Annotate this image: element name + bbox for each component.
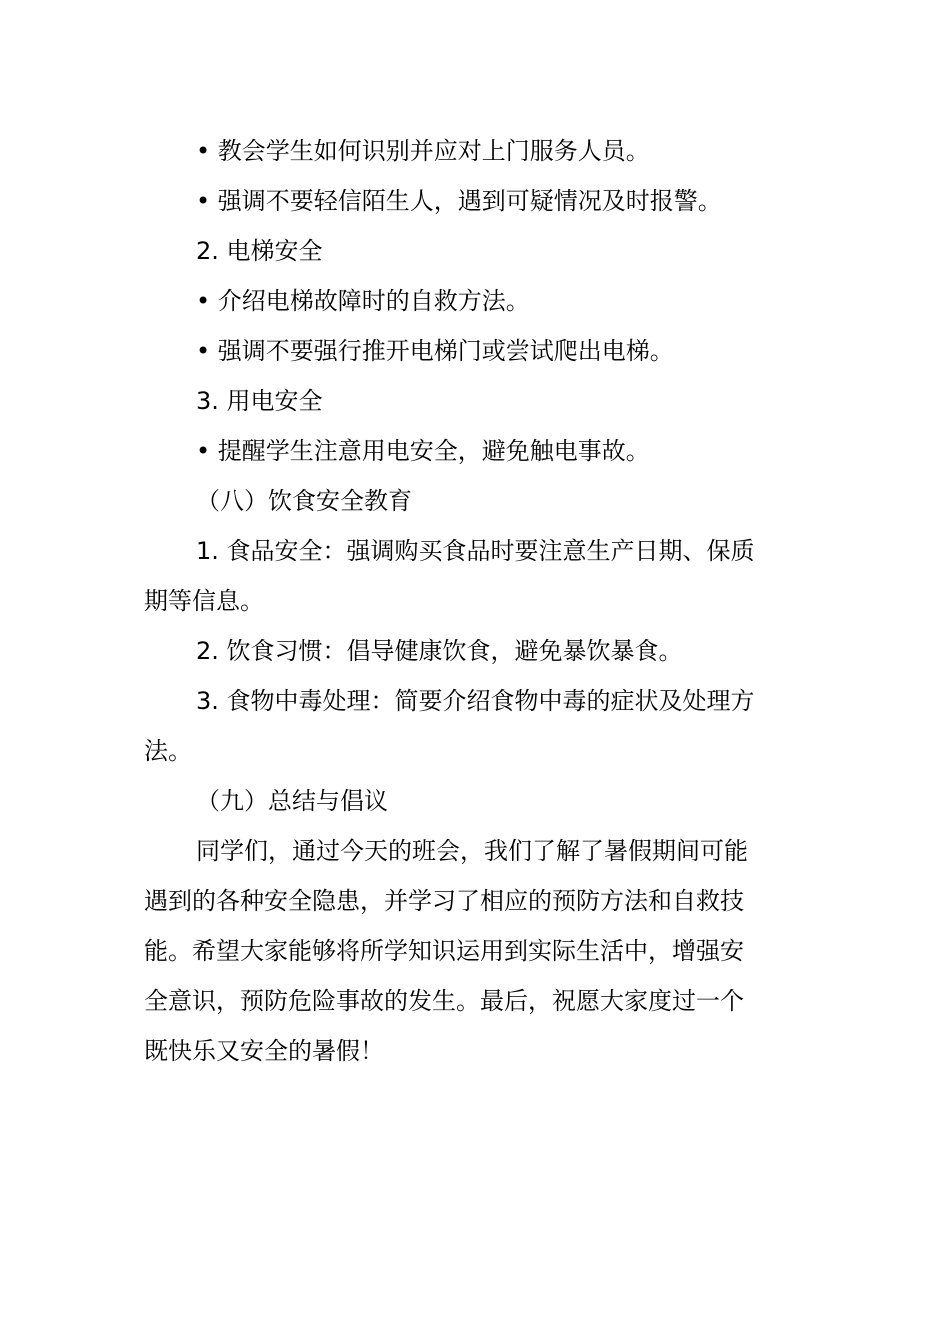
bullet-stranger-warning: • 强调不要轻信陌生人，遇到可疑情况及时报警。 — [196, 187, 722, 215]
food-item-3-line-2: 法。 — [144, 737, 192, 765]
summary-line-2: 遇到的各种安全隐患，并学习了相应的预防方法和自救技 — [144, 887, 744, 915]
bullet-elevator-door-warning: • 强调不要强行推开电梯门或尝试爬出电梯。 — [196, 337, 674, 365]
summary-line-4: 全意识，预防危险事故的发生。最后，祝愿大家度过一个 — [144, 987, 744, 1015]
food-item-2: 2. 饮食习惯：倡导健康饮食，避免暴饮暴食。 — [196, 637, 683, 665]
summary-line-3: 能。希望大家能够将所学知识运用到实际生活中，增强安 — [144, 937, 744, 965]
heading-electricity-safety: 3. 用电安全 — [196, 387, 323, 415]
bullet-identify-service-staff: • 教会学生如何识别并应对上门服务人员。 — [196, 137, 650, 165]
section-heading-summary: （九）总结与倡议 — [196, 787, 388, 815]
document-body — [144, 126, 808, 1076]
bullet-elevator-self-rescue: • 介绍电梯故障时的自救方法。 — [196, 287, 530, 315]
bullet-electricity-reminder: • 提醒学生注意用电安全，避免触电事故。 — [196, 437, 650, 465]
summary-line-5: 既快乐又安全的暑假！ — [144, 1037, 384, 1065]
heading-elevator-safety: 2. 电梯安全 — [196, 237, 323, 265]
section-heading-food-safety: （八）饮食安全教育 — [196, 487, 412, 515]
food-item-1-line-2: 期等信息。 — [144, 587, 264, 615]
food-item-3-line-1: 3. 食物中毒处理：简要介绍食物中毒的症状及处理方 — [196, 687, 755, 715]
summary-line-1: 同学们，通过今天的班会，我们了解了暑假期间可能 — [196, 837, 748, 865]
food-item-1-line-1: 1. 食品安全：强调购买食品时要注意生产日期、保质 — [196, 537, 755, 565]
